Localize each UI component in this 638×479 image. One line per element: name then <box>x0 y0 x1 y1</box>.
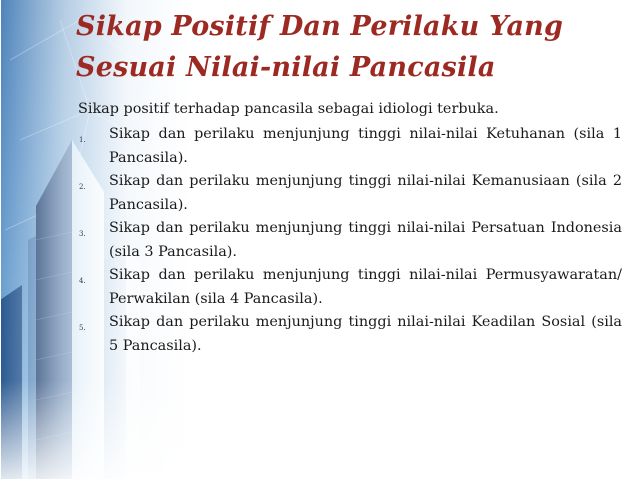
list-number: 5. <box>79 324 86 332</box>
slide-title: Sikap Positif Dan Perilaku Yang Sesuai Nilai-nilai Pancasila <box>76 11 564 83</box>
list-item <box>78 264 622 311</box>
list-item-text: Sikap dan perilaku menjunjung tinggi nilai-nilai Keadilan Sosial (sila 5 Pancasila). <box>109 314 622 354</box>
list-item-text: Sikap dan perilaku menjunjung tinggi nilai-nilai Kemanusiaan (sila 2 Pancasila). <box>109 173 622 213</box>
list-item-text: Sikap dan perilaku menjunjung tinggi nilai-nilai Persatuan Indonesia (sila 3 Pancasila). <box>109 220 622 260</box>
list-number: 1. <box>79 136 86 144</box>
slide-body <box>78 96 622 358</box>
list-number: 4. <box>79 277 86 285</box>
list-number: 2. <box>79 183 86 191</box>
list-item <box>78 170 622 217</box>
numbered-list <box>78 123 622 358</box>
list-number: 3. <box>79 230 86 238</box>
list-item <box>78 123 622 170</box>
list-item <box>78 217 622 264</box>
list-item-text: Sikap dan perilaku menjunjung tinggi nilai-nilai Ketuhanan (sila 1 Pancasila). <box>109 126 622 166</box>
list-item <box>78 311 622 358</box>
intro-text: Sikap positif terhadap pancasila sebagai idiologi terbuka. <box>78 101 499 117</box>
list-item-text: Sikap dan perilaku menjunjung tinggi nilai-nilai Permusyawaratan/ Perwakilan (sila 4 Pancasila). <box>109 267 622 307</box>
